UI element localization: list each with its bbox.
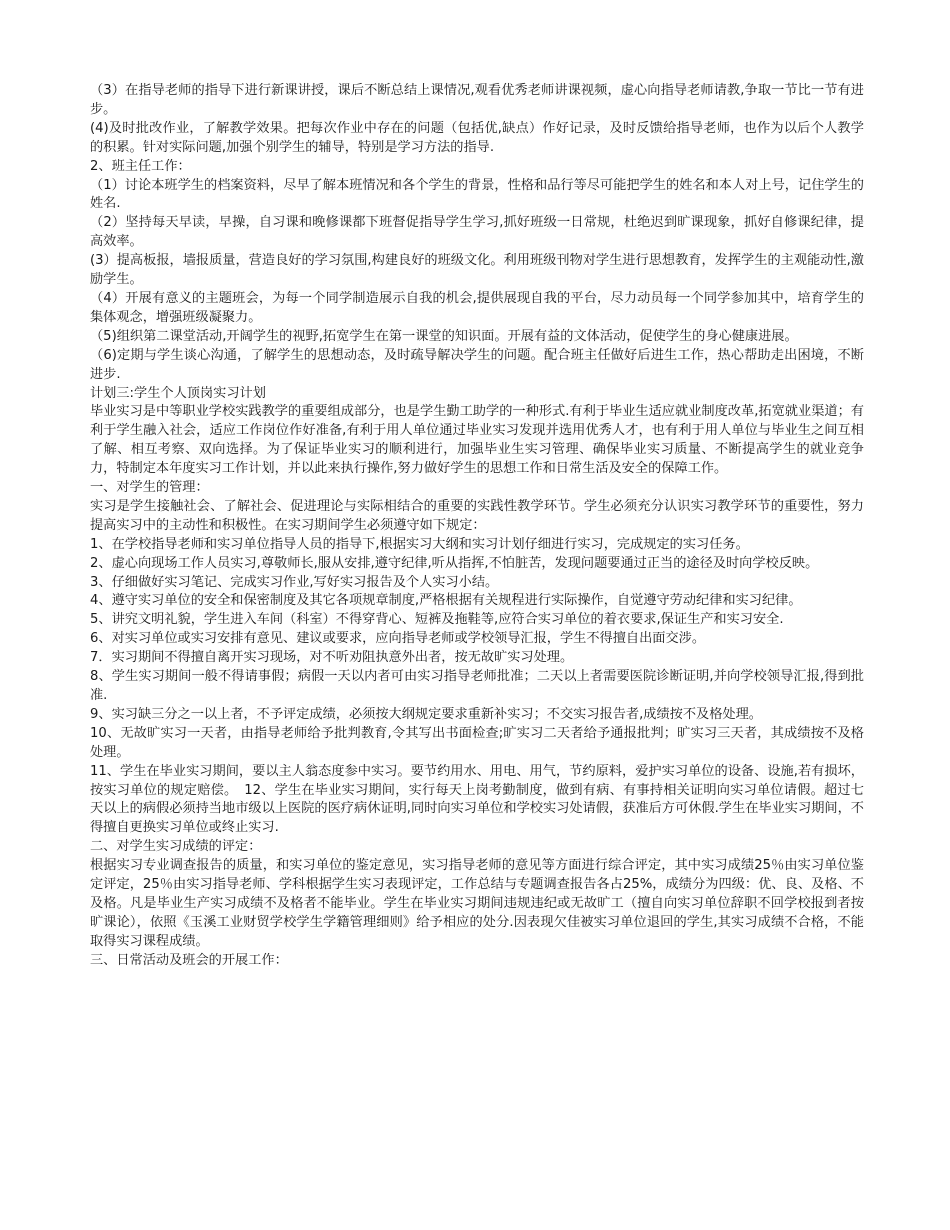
paragraph: （1）讨论本班学生的档案资料，尽早了解本班情况和各个学生的背景，性格和品行等尽可能把学生的姓名和本人对上号，记住学生的姓名. (90, 177, 864, 212)
paragraph: （5)组织第二课堂活动,开阔学生的视野,拓宽学生在第一课堂的知识面。开展有益的文体活动，促使学生的身心健康进展。 (90, 328, 798, 344)
section-heading: 2、班主任工作： (90, 158, 191, 174)
rule-item: 1、在学校指导老师和实习单位指导人员的指导下,根据实习大纲和实习计划仔细进行实习，完成规定的实习任务。 (90, 536, 749, 552)
section-heading: 二、对学生实习成绩的评定： (90, 839, 262, 855)
rule-item: 7．实习期间不得擅自离开实习现场，对不听劝阻执意外出者，按无故旷实习处理。 (90, 650, 574, 666)
rule-item: 9、实习缺三分之一以上者，不予评定成绩，必须按大纲规定要求重新补实习；不交实习报告者,成绩按不及格处理。 (90, 706, 762, 722)
rule-item: 4、遵守实习单位的安全和保密制度及其它各项规章制度,严格根据有关规程进行实际操作，自觉遵守劳动纪律和实习纪律。 (90, 593, 802, 609)
paragraph: 实习是学生接触社会、了解社会、促进理论与实际相结合的重要的实践性教学环节。学生必须充分认识实习教学环节的重要性，努力提高实习中的主动性和积极性。在实习期间学生必须遵守如下规定： (90, 498, 864, 533)
rule-item: 10、无故旷实习一天者，由指导老师给予批判教育,令其写出书面检查;旷实习二天者给予通报批判；旷实习三天者，其成绩按不及格处理。 (90, 725, 864, 760)
section-heading: 三、日常活动及班会的开展工作： (90, 952, 288, 968)
paragraph: （2）坚持每天早读，早操，自习课和晚修课都下班督促指导学生学习,抓好班级一日常规，杜绝迟到旷课现象，抓好自修课纪律，提高效率。 (90, 215, 864, 250)
rule-item: 8、学生实习期间一般不得请事假；病假一天以内者可由实习指导老师批准；二天以上者需要医院诊断证明,并向学校领导汇报,得到批准. (90, 669, 864, 703)
plan-title: 计划三:学生个人顶岗实习计划 (90, 385, 266, 401)
rule-item: 3、仔细做好实习笔记、完成实习作业,写好实习报告及个人实习小结。 (90, 574, 499, 590)
document-body (90, 82, 864, 971)
paragraph: （6)定期与学生谈心沟通，了解学生的思想动态，及时疏导解决学生的问题。配合班主任做好后进生工作，热心帮助走出困境，不断进步. (90, 347, 864, 382)
paragraph: 根据实习专业调查报告的质量，和实习单位的鉴定意见，实习指导老师的意见等方面进行综合评定，其中实习成绩25％由实习单位鉴定评定，25％由实习指导老师、学科根据学生实习表现评定，工作总结与专题调查报告各占25%，成绩分为四级：优、良、及格、不及格。凡是毕业生产实习成绩不及格者不能毕业。学生在毕业实习期间违规违纪或无故旷工（擅自向实习单位辞职不回学校报到者按旷课论），依照《玉溪工业财贸学校学生学籍管理细则》给予相应的处分.因表现欠佳被实习单位退回的学生,其实习成绩不合格，不能取得实习课程成绩。 (90, 858, 864, 949)
paragraph: (4)及时批改作业，了解教学效果。把每次作业中存在的问题（包括优,缺点）作好记录，及时反馈给指导老师，也作为以后个人教学的积累。针对实际问题,加强个别学生的辅导，特别是学习方法的指导. (90, 120, 864, 155)
rule-item: 2、虚心向现场工作人员实习,尊敬师长,服从安排,遵守纪律,听从指挥,不怕脏苦，发现问题要通过正当的途径及时向学校反映。 (90, 555, 819, 571)
rule-item: 5、讲究文明礼貌，学生进入车间（科室）不得穿背心、短裤及拖鞋等,应符合实习单位的着衣要求,保证生产和实习安全. (90, 612, 784, 628)
rule-item: 6、对实习单位或实习安排有意见、建议或要求，应向指导老师或学校领导汇报，学生不得擅自出面交涉。 (90, 631, 706, 647)
rule-item: 11、学生在毕业实习期间，要以主人翁态度参中实习。要节约用水、用电、用气，节约原料，爱护实习单位的设备、设施,若有损坏，按实习单位的规定赔偿。 12、学生在毕业实习期间，实行每天上岗考勤制度，做到有病、有事持相关证明向实习单位请假。超过七天以上的病假必须持当地市级以上医院的医疗病休证明,同时向实习单位和学校实习处请假，获准后方可休假.学生在毕业实习期间，不得擅自更换实习单位或终止实习. (90, 763, 864, 836)
paragraph: (3）提高板报，墙报质量，营造良好的学习氛围,构建良好的班级文化。利用班级刊物对学生进行思想教育，发挥学生的主观能动性,激励学生。 (90, 253, 864, 288)
paragraph: （3）在指导老师的指导下进行新课讲授，课后不断总结上课情况,观看优秀老师讲课视频，虚心向指导老师请教,争取一节比一节有进步。 (90, 83, 864, 117)
paragraph: （4）开展有意义的主题班会，为每一个同学制造展示自我的机会,提供展现自我的平台，尽力动员每一个同学参加其中，培育学生的集体观念，增强班级凝聚力。 (90, 290, 864, 325)
paragraph: 毕业实习是中等职业学校实践教学的重要组成部分，也是学生勤工助学的一种形式.有利于毕业生适应就业制度改革,拓宽就业渠道；有利于学生融入社会，适应工作岗位作好准备,有利于用人单位通过毕业实习发现并选用优秀人才，也有利于用人单位与毕业生之间互相了解、相互考察、双向选择。为了保证毕业实习的顺利进行，加强毕业生实习管理、确保毕业实习质量、不断提高学生的就业竞争力，特制定本年度实习工作计划，并以此来执行操作,努力做好学生的思想工作和日常生活及安全的保障工作。 (90, 404, 864, 477)
section-heading: 一、对学生的管理： (90, 480, 209, 496)
